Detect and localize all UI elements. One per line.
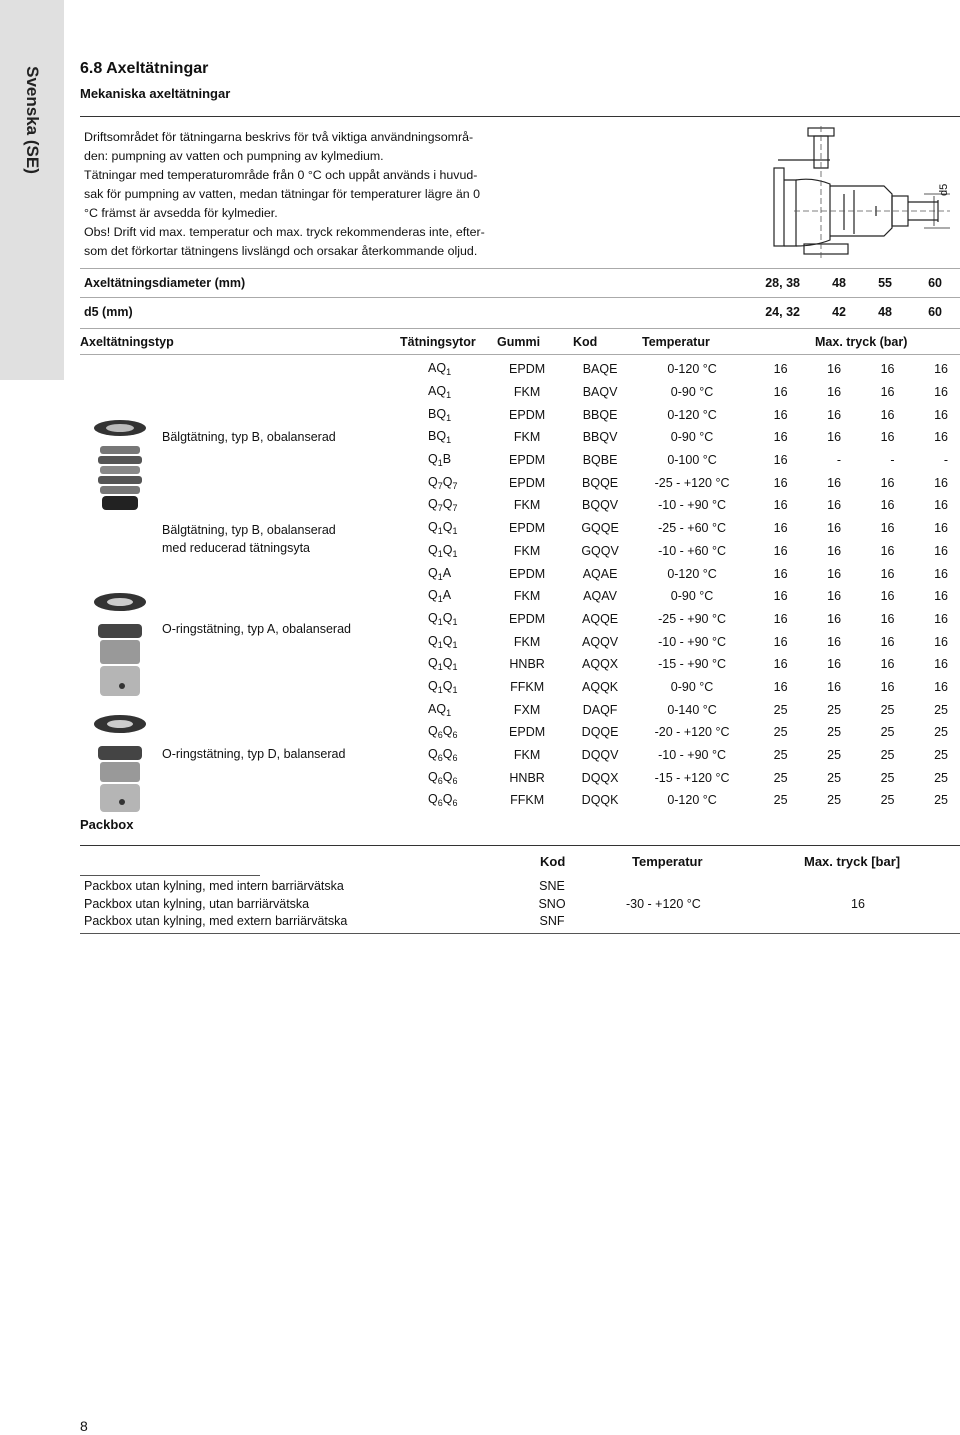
pressure-cell: 16 [880, 543, 895, 558]
rubber-cell: EPDM [509, 566, 546, 581]
pressure-cell: 25 [773, 702, 788, 717]
surface-cell: $Q_6Q_6$ [428, 792, 458, 809]
shaft-diameter-label: Axeltätningsdiameter (mm) [84, 276, 246, 290]
rubber-cell: FKM [513, 498, 541, 513]
temperature-cell: 0-120 °C [667, 566, 717, 581]
pressure-cell: 25 [827, 770, 842, 785]
intro-line: den: pumpning av vatten och pumpning av kylmedium. [84, 149, 384, 163]
pressure-cell: 16 [827, 634, 842, 649]
pressure-cell: 25 [880, 725, 895, 740]
code-cell: AQAV [583, 589, 617, 604]
pressure-cell: 16 [773, 589, 788, 604]
bellows-seal-image [90, 418, 150, 514]
intro-line: sak för pumpning av vatten, medan tätningar för temperaturer lägre än 0 [84, 187, 481, 201]
rubber-cell: FKM [513, 430, 541, 445]
code-cell: BQQV [582, 498, 619, 513]
code-cell: AQAE [582, 566, 618, 581]
rubber-cell: FKM [513, 748, 541, 763]
temperature-cell: -10 - +90 °C [658, 634, 726, 649]
table-row [394, 449, 960, 472]
pressure-cell: 16 [934, 475, 948, 490]
table-row [394, 494, 960, 517]
seal-type-label: O-ringstätning, typ A, obalanserad [162, 622, 352, 636]
seal-type-label: O-ringstätning, typ D, balanserad [162, 747, 346, 761]
surface-cell: $Q_1Q_1$ [428, 656, 458, 673]
packbox-row-label: Packbox utan kylning, utan barriärvätska [84, 897, 310, 911]
table-row [394, 471, 960, 494]
rubber-cell: HNBR [509, 770, 545, 785]
pressure-cell: 25 [934, 748, 948, 763]
table-row [394, 766, 960, 789]
pressure-cell: 16 [880, 521, 895, 536]
header-code: Kod [573, 335, 598, 349]
pressure-cell: 16 [773, 679, 788, 694]
shaft-value: 60 [928, 276, 942, 290]
pressure-cell: 16 [773, 475, 788, 490]
pressure-cell: 16 [827, 657, 842, 672]
surface-cell: $Q_1B$ [428, 452, 452, 469]
code-cell: AQQX [582, 657, 619, 672]
seal-type-label: Bälgtätning, typ B, obalanserad [162, 430, 336, 444]
pressure-cell: 25 [880, 702, 895, 717]
pressure-cell: 25 [773, 748, 788, 763]
pressure-cell: 16 [827, 566, 842, 581]
pressure-cell: 16 [934, 543, 948, 558]
pressure-cell: 16 [934, 589, 948, 604]
surface-cell: $AQ_1$ [428, 384, 452, 401]
pressure-cell: 25 [934, 793, 948, 808]
header-surfaces: Tätningsytor [400, 335, 476, 349]
temperature-cell: -25 - +120 °C [654, 475, 730, 490]
code-cell: DQQE [581, 725, 619, 740]
table-row [394, 789, 960, 812]
code-cell: BQBE [582, 453, 618, 468]
pressure-cell: 16 [880, 611, 895, 626]
rubber-cell: EPDM [509, 453, 546, 468]
pressure-cell: 16 [773, 498, 788, 513]
d5-label: d5 (mm) [84, 305, 133, 319]
surface-cell: $Q_1A$ [428, 588, 452, 605]
rubber-cell: FKM [513, 385, 541, 400]
pressure-cell: 16 [773, 634, 788, 649]
pressure-cell: 16 [827, 407, 842, 422]
temperature-cell: 0-120 °C [667, 407, 717, 422]
temperature-cell: 0-90 °C [670, 679, 714, 694]
header-rubber: Gummi [497, 335, 541, 349]
language-tab-label: Svenska (SE) [23, 66, 42, 174]
pressure-cell: 16 [827, 475, 842, 490]
pressure-cell: 16 [880, 430, 895, 445]
pressure-cell: 16 [773, 611, 788, 626]
packbox-label: Packbox [80, 817, 134, 832]
o-ring-seal-type-d-image [90, 712, 150, 816]
pressure-cell: 16 [773, 407, 788, 422]
rubber-cell: EPDM [509, 475, 546, 490]
code-cell: DQQX [581, 770, 619, 785]
surface-cell: $AQ_1$ [428, 361, 452, 378]
surface-cell: $BQ_1$ [428, 406, 452, 423]
code-cell: AQQK [582, 679, 619, 694]
table-row [394, 585, 960, 608]
packbox-row-label: Packbox utan kylning, med intern barriärvätska [84, 879, 344, 893]
intro-line: Obs! Drift vid max. temperatur och max. tryck rekommenderas inte, efter- [84, 225, 485, 239]
shaft-value: 48 [832, 276, 846, 290]
code-cell: DAQF [582, 702, 618, 717]
table-row [394, 630, 960, 653]
d5-value: 24, 32 [765, 305, 800, 319]
pressure-cell: 16 [934, 657, 948, 672]
table-row [394, 403, 960, 426]
pressure-cell: - [943, 453, 948, 468]
table-row [394, 562, 960, 585]
surface-cell: $Q_1Q_1$ [428, 520, 458, 537]
pressure-cell: 16 [934, 498, 948, 513]
pressure-cell: 16 [880, 679, 895, 694]
pressure-cell: 16 [827, 498, 842, 513]
surface-cell: $BQ_1$ [428, 429, 452, 446]
divider [80, 875, 260, 876]
intro-paragraph [84, 128, 564, 261]
pressure-cell: 16 [827, 543, 842, 558]
divider [80, 354, 960, 355]
table-row [394, 721, 960, 744]
header-seal-type: Axeltätningstyp [80, 335, 174, 349]
pressure-cell: 25 [773, 725, 788, 740]
pressure-cell: 16 [773, 430, 788, 445]
surface-cell: $Q_6Q_6$ [428, 747, 458, 764]
code-cell: GQQE [581, 521, 619, 536]
pressure-cell: - [890, 453, 895, 468]
pressure-cell: 16 [880, 657, 895, 672]
d5-dimension-label: d5 [938, 183, 950, 196]
temperature-cell: -25 - +90 °C [658, 611, 726, 626]
pressure-cell: 25 [880, 793, 895, 808]
code-cell: AQQE [582, 611, 619, 626]
rubber-cell: HNBR [509, 657, 545, 672]
pressure-cell: 16 [827, 611, 842, 626]
temperature-cell: -10 - +90 °C [658, 498, 726, 513]
pressure-cell: - [836, 453, 842, 468]
temperature-cell: -15 - +90 °C [658, 657, 726, 672]
d5-value: 42 [832, 305, 846, 319]
divider [80, 297, 960, 298]
intro-line: Driftsområdet för tätningarna beskrivs för två viktiga användningsområ- [84, 130, 474, 144]
pressure-cell: 25 [934, 770, 948, 785]
temperature-cell: -10 - +90 °C [658, 748, 726, 763]
pressure-cell: 25 [773, 793, 788, 808]
code-cell: AQQV [582, 634, 619, 649]
shaft-value: 55 [878, 276, 892, 290]
packbox-row-code: SNE [539, 879, 565, 893]
pressure-cell: 16 [934, 430, 948, 445]
table-row [394, 381, 960, 404]
seal-type-label [162, 521, 336, 557]
code-cell: GQQV [581, 543, 619, 558]
code-cell: BAQV [582, 385, 618, 400]
o-ring-seal-type-a-image [90, 590, 150, 700]
code-cell: BBQE [582, 407, 618, 422]
pump-shaft-diagram [764, 124, 952, 260]
intro-line: °C främst är avsedda för kylmedier. [84, 206, 278, 220]
pressure-cell: 16 [934, 679, 948, 694]
pressure-cell: 16 [880, 475, 895, 490]
rubber-cell: EPDM [509, 611, 546, 626]
pressure-cell: 16 [827, 385, 842, 400]
temperature-cell: 0-90 °C [670, 385, 714, 400]
pressure-cell: 16 [934, 566, 948, 581]
temperature-cell: 0-100 °C [667, 453, 717, 468]
pressure-cell: 25 [827, 702, 842, 717]
temperature-cell: -15 - +120 °C [654, 770, 730, 785]
header-temperature: Temperatur [642, 335, 710, 349]
pressure-cell: 16 [773, 657, 788, 672]
packbox-pressure: 16 [851, 897, 865, 911]
code-cell: DQQV [581, 748, 619, 763]
table-row [394, 698, 960, 721]
pressure-cell: 16 [880, 634, 895, 649]
packbox-header-code: Kod [540, 854, 566, 869]
header-pressure: Max. tryck (bar) [815, 335, 908, 349]
pressure-cell: 16 [880, 362, 895, 377]
pressure-cell: 25 [827, 793, 842, 808]
packbox-row-code: SNO [538, 897, 566, 911]
pressure-cell: 16 [827, 521, 842, 536]
code-cell: BBQV [582, 430, 618, 445]
pressure-cell: 16 [773, 521, 788, 536]
packbox-temperature: -30 - +120 °C [626, 897, 701, 911]
rubber-cell: FKM [513, 543, 541, 558]
code-cell: DQQK [581, 793, 619, 808]
divider [80, 116, 960, 117]
intro-line: som det förkortar tätningens livslängd och orsakar återkommande oljud. [84, 244, 478, 258]
pressure-cell: 16 [880, 566, 895, 581]
pressure-cell: 16 [934, 385, 948, 400]
pressure-cell: 25 [880, 748, 895, 763]
rubber-cell: FFKM [510, 793, 545, 808]
code-cell: BAQE [582, 362, 618, 377]
d5-value: 60 [928, 305, 942, 319]
rubber-cell: FKM [513, 589, 541, 604]
table-row [394, 676, 960, 699]
temperature-cell: 0-120 °C [667, 793, 717, 808]
pressure-cell: 16 [827, 679, 842, 694]
pressure-cell: 25 [773, 770, 788, 785]
divider [80, 268, 960, 269]
pressure-cell: 16 [880, 589, 895, 604]
table-row [394, 517, 960, 540]
pressure-cell: 16 [934, 407, 948, 422]
pressure-cell: 25 [827, 725, 842, 740]
rubber-cell: EPDM [509, 725, 546, 740]
temperature-cell: -25 - +60 °C [658, 521, 726, 536]
table-row [394, 426, 960, 449]
pressure-cell: 25 [934, 702, 948, 717]
surface-cell: $Q_7Q_7$ [428, 497, 458, 514]
pressure-cell: 16 [934, 634, 948, 649]
rubber-cell: FKM [513, 634, 541, 649]
pressure-cell: 25 [934, 725, 948, 740]
pressure-cell: 16 [880, 385, 895, 400]
temperature-cell: -10 - +60 °C [658, 543, 726, 558]
rubber-cell: FXM [513, 702, 541, 717]
seal-type-label-line: Bälgtätning, typ B, obalanserad [162, 523, 336, 537]
pressure-cell: 16 [827, 430, 842, 445]
surface-cell: $Q_1Q_1$ [428, 633, 458, 650]
pressure-cell: 16 [880, 407, 895, 422]
pressure-cell: 16 [827, 362, 842, 377]
table-row [394, 608, 960, 631]
surface-cell: $Q_7Q_7$ [428, 474, 458, 491]
d5-value: 48 [878, 305, 892, 319]
pressure-cell: 16 [934, 611, 948, 626]
table-row [394, 653, 960, 676]
seal-type-label-line: med reducerad tätningsyta [162, 541, 311, 555]
pressure-cell: 25 [880, 770, 895, 785]
surface-cell: $AQ_1$ [428, 701, 452, 718]
rubber-cell: EPDM [509, 521, 546, 536]
pressure-cell: 16 [773, 453, 788, 468]
rubber-cell: FFKM [510, 679, 545, 694]
packbox-header-temperature: Temperatur [632, 854, 703, 869]
table-row [394, 358, 960, 381]
surface-cell: $Q_1Q_1$ [428, 610, 458, 627]
pressure-cell: 16 [827, 589, 842, 604]
rubber-cell: EPDM [509, 362, 546, 377]
surface-cell: $Q_1Q_1$ [428, 678, 458, 695]
intro-line: Tätningar med temperaturområde från 0 °C och uppåt används i huvud- [84, 168, 478, 182]
shaft-value: 28, 38 [765, 276, 800, 290]
section-title: 6.8 Axeltätningar [80, 60, 209, 77]
pressure-cell: 25 [827, 748, 842, 763]
surface-cell: $Q_6Q_6$ [428, 769, 458, 786]
divider [80, 845, 960, 846]
seal-data-table [394, 358, 960, 812]
pressure-cell: 16 [773, 385, 788, 400]
surface-cell: $Q_1Q_1$ [428, 542, 458, 559]
packbox-row-label: Packbox utan kylning, med extern barriärvätska [84, 914, 348, 928]
divider [80, 933, 960, 934]
page-number: 8 [80, 1418, 88, 1434]
temperature-cell: 0-90 °C [670, 430, 714, 445]
temperature-cell: 0-120 °C [667, 362, 717, 377]
temperature-cell: 0-90 °C [670, 589, 714, 604]
rubber-cell: EPDM [509, 407, 546, 422]
divider [80, 328, 960, 329]
pressure-cell: 16 [880, 498, 895, 513]
pressure-cell: 16 [773, 362, 788, 377]
language-tab [0, 0, 64, 380]
temperature-cell: -20 - +120 °C [654, 725, 730, 740]
table-row [394, 540, 960, 563]
temperature-cell: 0-140 °C [667, 702, 717, 717]
pressure-cell: 16 [934, 521, 948, 536]
pressure-cell: 16 [934, 362, 948, 377]
subtitle: Mekaniska axeltätningar [80, 86, 231, 101]
packbox-row-code: SNF [539, 914, 565, 928]
pressure-cell: 16 [773, 566, 788, 581]
code-cell: BQQE [582, 475, 619, 490]
pressure-cell: 16 [773, 543, 788, 558]
packbox-header-pressure: Max. tryck [bar] [804, 854, 901, 869]
surface-cell: $Q_1A$ [428, 565, 452, 582]
table-row [394, 744, 960, 767]
surface-cell: $Q_6Q_6$ [428, 724, 458, 741]
